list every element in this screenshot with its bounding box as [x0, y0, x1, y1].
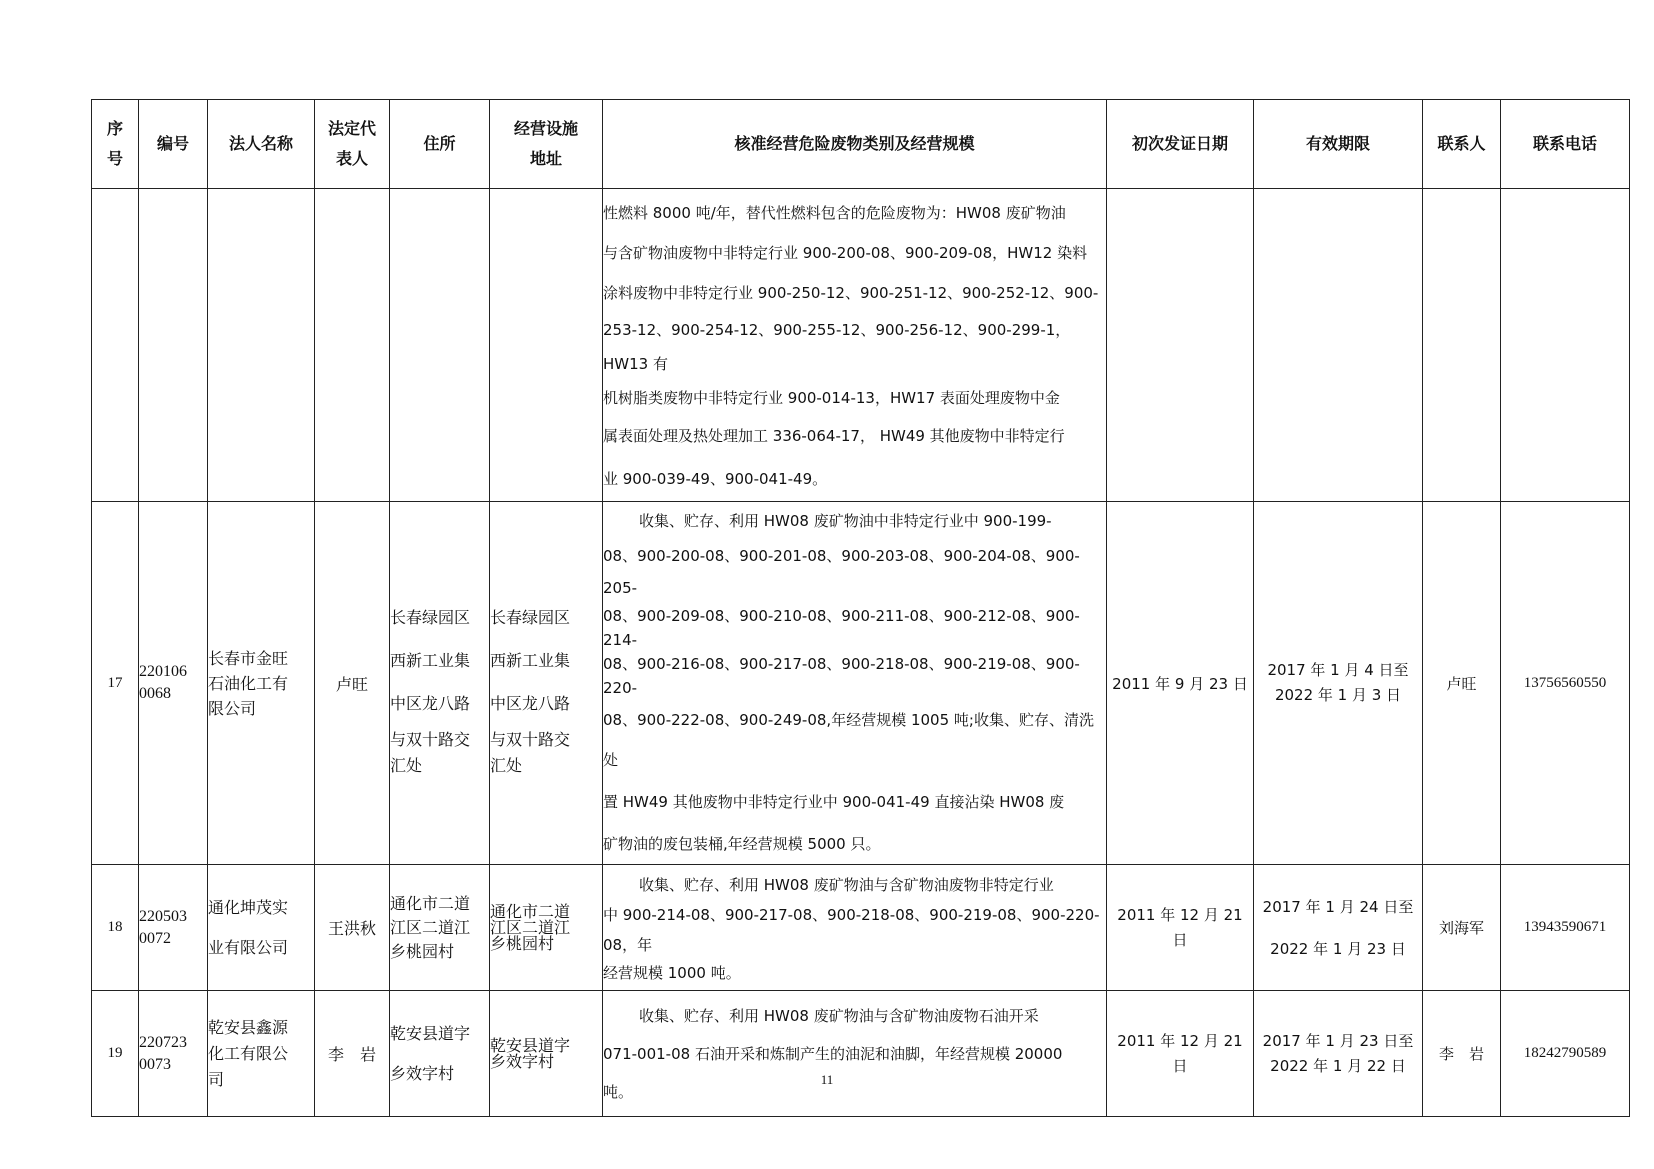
header-address: 住所: [390, 100, 490, 189]
validity-cell: 2017 年 1 月 4 日至 2022 年 1 月 3 日: [1254, 502, 1423, 865]
legal-rep-cell: 王洪秋: [315, 865, 390, 991]
phone-cell: 13756560550: [1501, 502, 1630, 865]
table-row: [92, 502, 1630, 865]
facility-address-cell: 长春绿园区 西新工业集 中区龙八路 与双十路交 汇处: [490, 502, 603, 865]
first-issue-date-cell: 2011 年 12 月 21 日: [1107, 991, 1254, 1117]
contact-cell: 卢旺: [1423, 502, 1501, 865]
facility-address-cell: 通化市二道 江区二道江 乡桃园村: [490, 865, 603, 991]
code-cell: 220503 0072: [139, 865, 208, 991]
address-cell: 乾安县道字 乡效字村: [390, 991, 490, 1117]
header-first-date: 初次发证日期: [1107, 100, 1254, 189]
categories-cell: 性燃料 8000 吨/年，替代性燃料包含的危险废物为：HW08 废矿物油 与含矿物油废物中非特定行业 900-200-08、900-209-08，HW12 染料 涂料废物中非特定行业 900-250-12、900-251-12、900-252-12、900- 253-12、900-254-12、900-255-12、900-256-12、900-299-1，HW13 有 机树脂类废物中非特定行业 900-014-13，HW17 表面处理废物中金 属表面处理及热处理加工 336-064-17， HW49 其他废物中非特定行 业 900-039-49、900-041-49。: [603, 189, 1107, 502]
legal-rep-cell: 李 岩: [315, 991, 390, 1117]
seq-cell: 19: [92, 991, 139, 1117]
company-name-cell: 乾安县鑫源 化工有限公 司: [208, 991, 315, 1117]
contact-cell: 李 岩: [1423, 991, 1501, 1117]
header-row: [92, 100, 1630, 189]
contact-cell: 刘海军: [1423, 865, 1501, 991]
header-rep: 法定代 表人: [315, 100, 390, 189]
header-seq: 序 号: [92, 100, 139, 189]
seq-cell: 17: [92, 502, 139, 865]
phone-cell: 13943590671: [1501, 865, 1630, 991]
facility-address-cell: 乾安县道字 乡效字村: [490, 991, 603, 1117]
company-name-cell: 通化坤茂实 业有限公司: [208, 865, 315, 991]
categories-cell: 收集、贮存、利用 HW08 废矿物油与含矿物油废物石油开采 071-001-08 石油开采和炼制产生的油泥和油脚，年经营规模 20000 吨。: [603, 991, 1107, 1117]
validity-cell: 2017 年 1 月 24 日至 2022 年 1 月 23 日: [1254, 865, 1423, 991]
address-cell: 长春绿园区 西新工业集 中区龙八路 与双十路交 汇处: [390, 502, 490, 865]
first-issue-date-cell: 2011 年 9 月 23 日: [1107, 502, 1254, 865]
table-row-continuation: [92, 189, 1630, 502]
company-name-cell: 长春市金旺 石油化工有 限公司: [208, 502, 315, 865]
permit-table: [91, 99, 1630, 1117]
code-cell: 220723 0073: [139, 991, 208, 1117]
header-validity: 有效期限: [1254, 100, 1423, 189]
header-phone: 联系电话: [1501, 100, 1630, 189]
header-name: 法人名称: [208, 100, 315, 189]
header-categories: 核准经营危险废物类别及经营规模: [603, 100, 1107, 189]
categories-cell: 收集、贮存、利用 HW08 废矿物油与含矿物油废物非特定行业 中 900-214-08、900-217-08、900-218-08、900-219-08、900-220-08，年 经营规模 1000 吨。: [603, 865, 1107, 991]
table-row: [92, 991, 1630, 1117]
categories-cell: 收集、贮存、利用 HW08 废矿物油中非特定行业中 900-199- 08、900-200-08、900-201-08、900-203-08、900-204-08、900-205- 08、900-209-08、900-210-08、900-211-08、900-212-08、900-214- 08、900-216-08、900-217-08、900-218-08、900-219-08、900-220- 08、900-222-08、900-249-08,年经营规模 1005 吨;收集、贮存、清洗处 置 HW49 其他废物中非特定行业中 900-041-49 直接沾染 HW08 废 矿物油的废包装桶,年经营规模 5000 只。: [603, 502, 1107, 865]
seq-cell: 18: [92, 865, 139, 991]
header-contact: 联系人: [1423, 100, 1501, 189]
table-row: [92, 865, 1630, 991]
page-number: 11: [820, 1072, 834, 1087]
header-facility: 经营设施 地址: [490, 100, 603, 189]
first-issue-date-cell: 2011 年 12 月 21 日: [1107, 865, 1254, 991]
address-cell: 通化市二道 江区二道江 乡桃园村: [390, 865, 490, 991]
legal-rep-cell: 卢旺: [315, 502, 390, 865]
validity-cell: 2017 年 1 月 23 日至 2022 年 1 月 22 日: [1254, 991, 1423, 1117]
code-cell: 220106 0068: [139, 502, 208, 865]
header-code: 编号: [139, 100, 208, 189]
phone-cell: 18242790589: [1501, 991, 1630, 1117]
